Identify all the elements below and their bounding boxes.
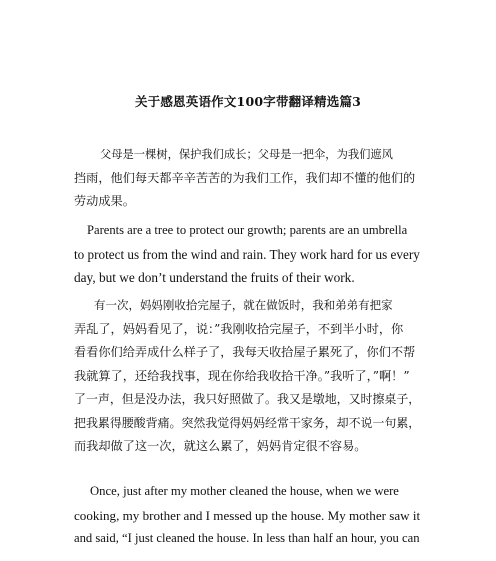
paragraph-en-1 <box>74 219 420 290</box>
paragraph-line: 了一声，但是没办法，我只好照做了。我又是墩地，又时擦桌子， <box>74 392 420 406</box>
paragraph-line: Once, just after my mother cleaned the house, when we were <box>90 484 399 498</box>
document-title: 关于感恩英语作文100字带翻译精选篇3 <box>134 94 362 109</box>
paragraph-line: 弄乱了，妈妈看见了，说：”我刚收拾完屋子，不到半小时，你 <box>74 321 404 336</box>
paragraph-line: 劳动成果。 <box>74 194 135 208</box>
paragraph-zh-1 <box>74 143 420 214</box>
paragraph-line: cooking, my brother and I messed up the house. My mother saw it <box>74 507 420 523</box>
paragraph-line: 看看你们给弄成什么样子了，我每天收拾屋子累死了，你们不帮 <box>74 345 416 359</box>
paragraph-line: 挡雨，他们每天都辛辛苦苦的为我们工作，我们却不懂的他们的 <box>74 170 416 185</box>
paragraph-line: day, but we don’t understand the fruits of their work. <box>74 270 355 285</box>
paragraph-en-2 <box>74 480 420 551</box>
paragraph-line: 父母是一棵树，保护我们成长；父母是一把伞，为我们遮风 <box>100 148 393 161</box>
paragraph-line: 有一次，妈妈刚收拾完屋子，就在做饭时，我和弟弟有把家 <box>94 298 393 312</box>
paragraph-line: 我就算了，还给我找事，现在你给我收拾干净。”我听了，”啊！” <box>74 368 410 383</box>
paragraph-zh-2 <box>74 294 420 459</box>
paragraph-line: 而我却做了这一次，就这么累了，妈妈肯定很不容易。 <box>74 439 367 453</box>
paragraph-line: Parents are a tree to protect our growth; parents are an umbrella <box>87 223 408 237</box>
paragraph-line: 把我累得腰酸背痛。突然我觉得妈妈经常干家务，却不说一句累， <box>74 415 420 430</box>
paragraph-line: to protect us from the wind and rain. They work hard for us every <box>74 246 420 262</box>
paragraph-line: and said, “I just cleaned the house. In less than half an hour, you can <box>74 531 420 545</box>
